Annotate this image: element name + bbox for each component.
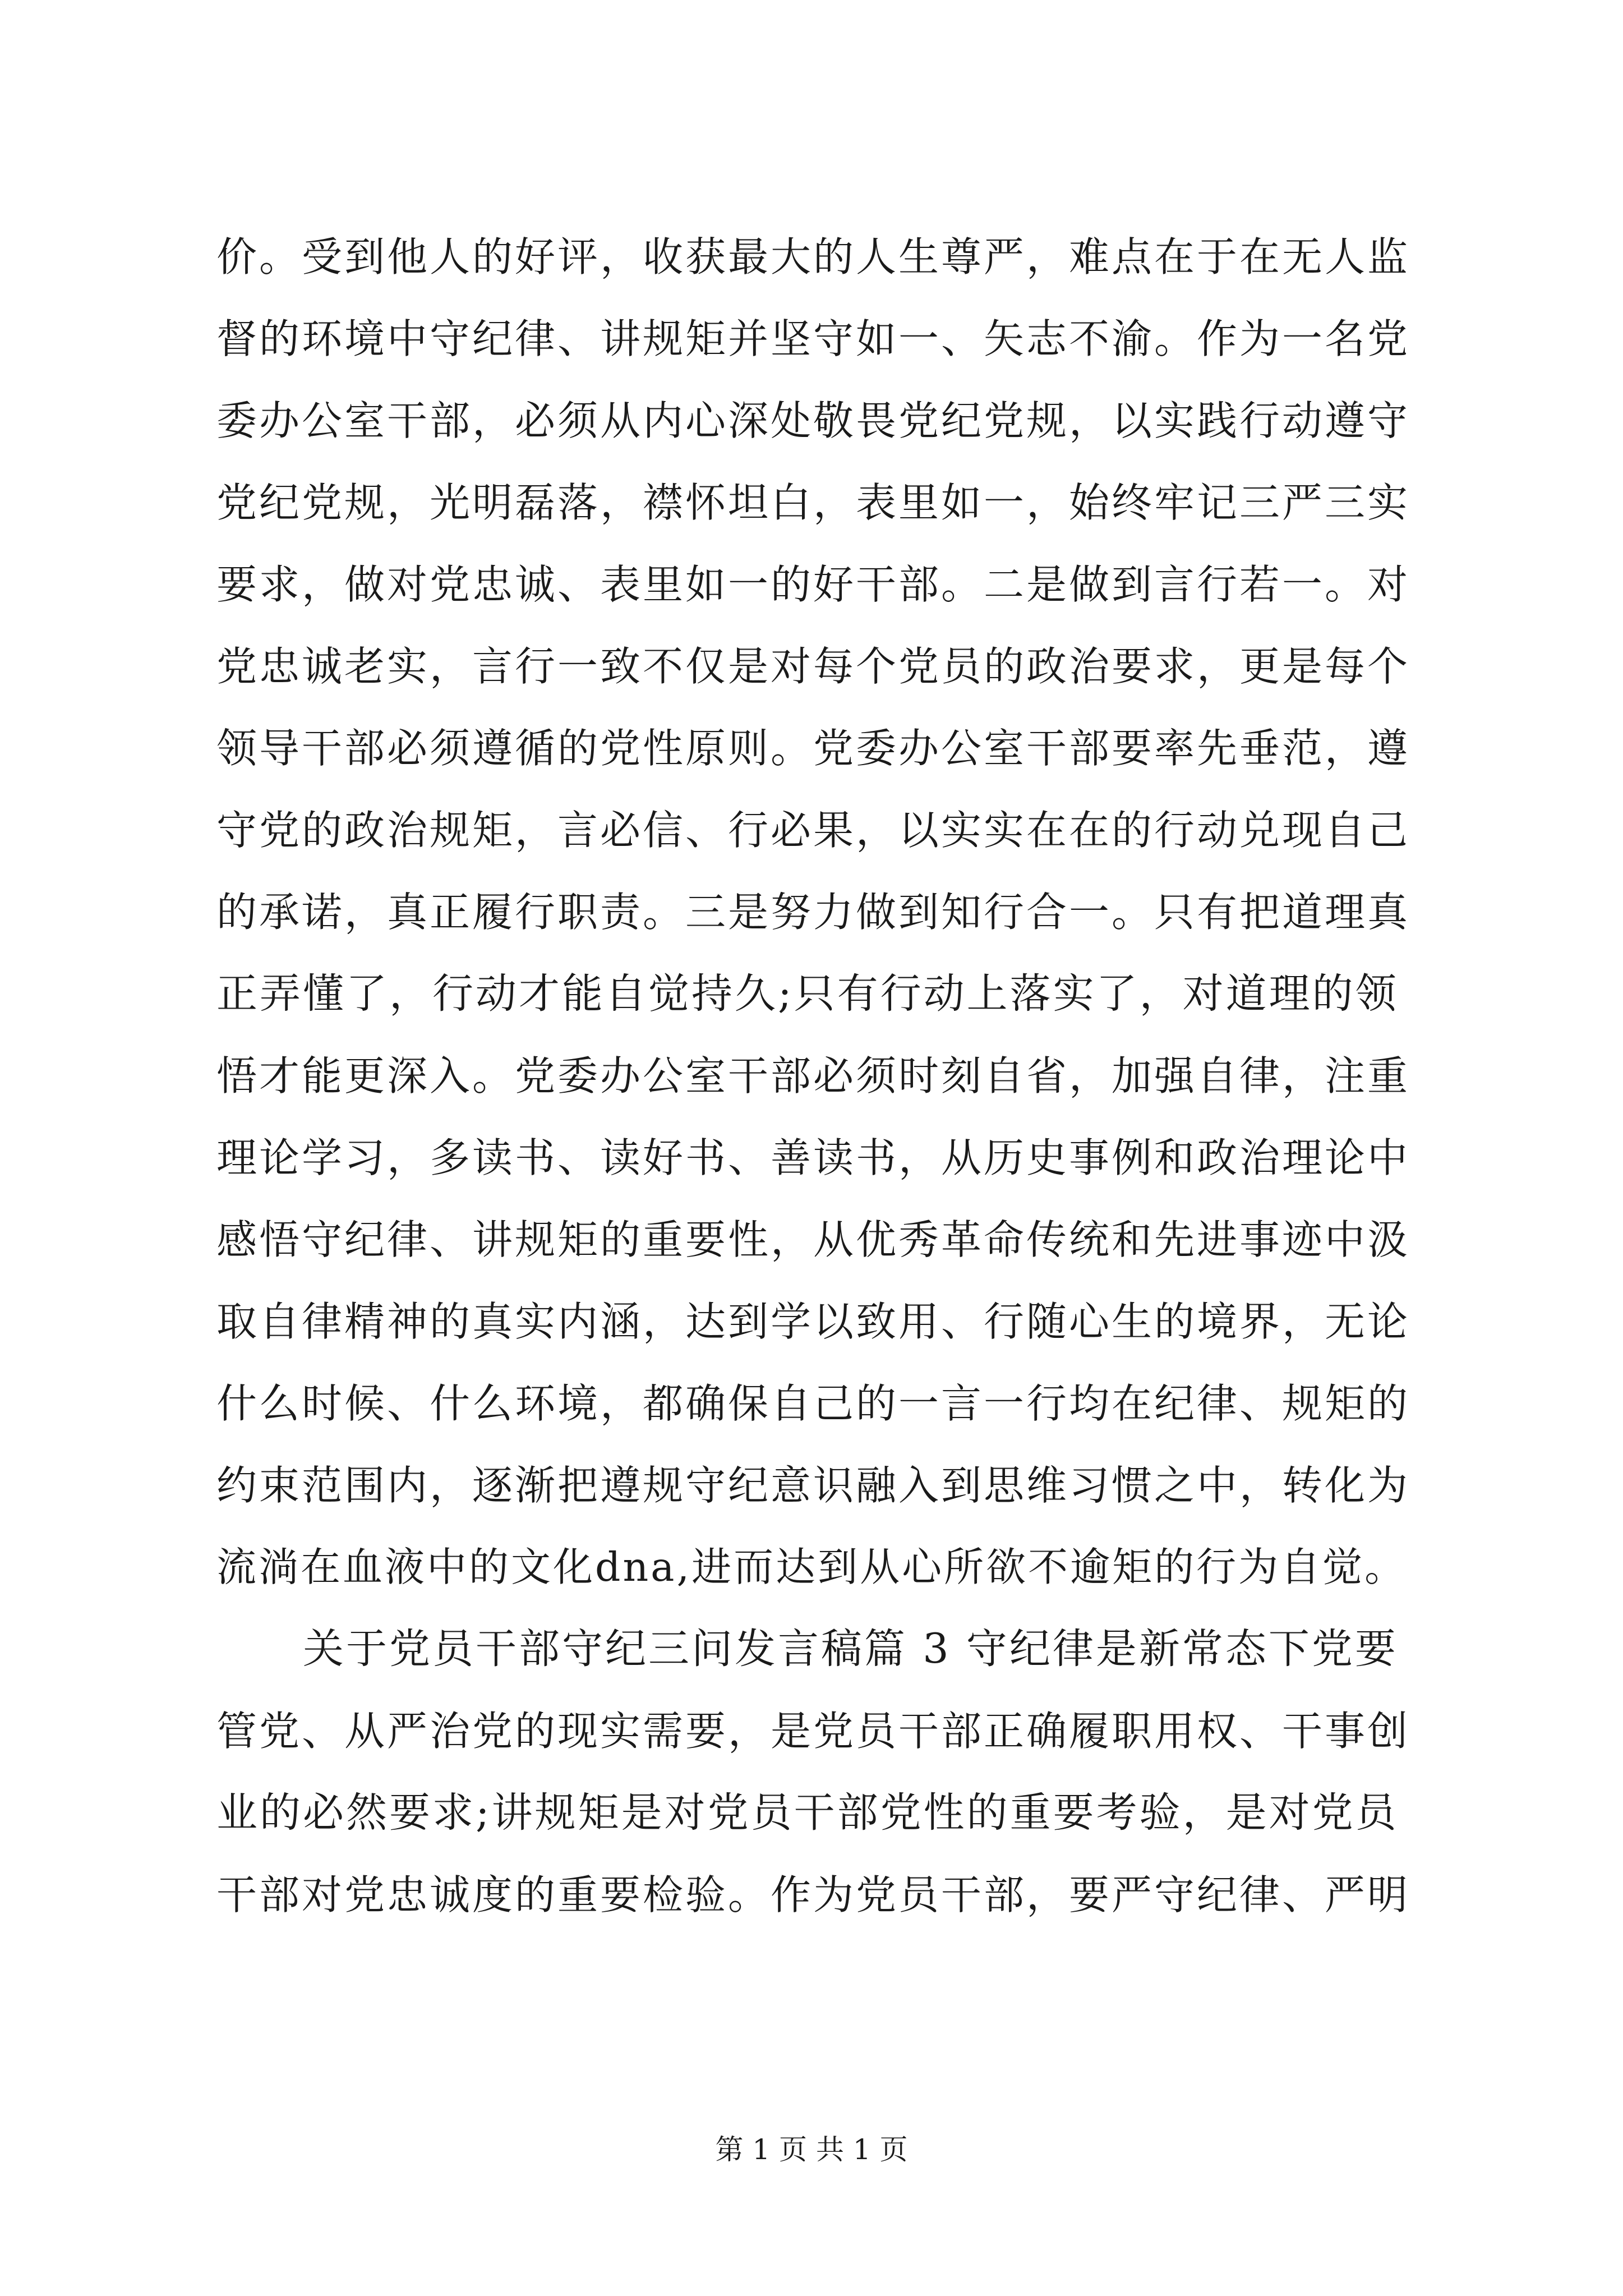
text-line: 什么时候、什么环境，都确保自己的一言一行均在纪律、规矩的 <box>216 1380 1410 1427</box>
text-line: 的承诺，真正履行职责。三是努力做到知行合一。只有把道理真 <box>216 889 1410 936</box>
text-line: 理论学习，多读书、读好书、善读书，从历史事例和政治理论中 <box>216 1134 1410 1181</box>
text-line: 感悟守纪律、讲规矩的重要性，从优秀革命传统和先进事迹中汲 <box>216 1216 1410 1263</box>
text-line: 管党、从严治党的现实需要，是党员干部正确履职用权、干事创 <box>216 1708 1410 1755</box>
text-line: 守党的政治规矩，言必信、行必果，以实实在在的行动兑现自己 <box>216 807 1410 854</box>
text-line: 关于党员干部守纪三问发言稿篇 3 守纪律是新常态下党要 <box>216 1625 1398 1673</box>
text-line: 价。受到他人的好评，收获最大的人生尊严，难点在于在无人监 <box>216 233 1410 280</box>
text-line: 督的环境中守纪律、讲规矩并坚守如一、矢志不渝。作为一名党 <box>216 315 1410 362</box>
text-line: 领导干部必须遵循的党性原则。党委办公室干部要率先垂范，遵 <box>216 725 1410 772</box>
text-line: 委办公室干部，必须从内心深处敬畏党纪党规，以实践行动遵守 <box>216 397 1410 444</box>
text-line: 要求，做对党忠诚、表里如一的好干部。二是做到言行若一。对 <box>216 561 1410 608</box>
text-line: 流淌在血液中的文化dna,进而达到从心所欲不逾矩的行为自觉。 <box>216 1544 1407 1590</box>
text-line: 业的必然要求;讲规矩是对党员干部党性的重要考验，是对党员 <box>216 1789 1399 1837</box>
text-line: 取自律精神的真实内涵，达到学以致用、行随心生的境界，无论 <box>216 1298 1410 1345</box>
text-line: 约束范围内，逐渐把遵规守纪意识融入到思维习惯之中，转化为 <box>216 1462 1410 1509</box>
text-line: 正弄懂了，行动才能自觉持久;只有行动上落实了，对道理的领 <box>216 970 1399 1018</box>
text-line: 党忠诚老实，言行一致不仅是对每个党员的政治要求，更是每个 <box>216 643 1410 690</box>
text-line: 干部对党忠诚度的重要检验。作为党员干部，要严守纪律、严明 <box>216 1871 1410 1918</box>
text-line: 悟才能更深入。党委办公室干部必须时刻自省，加强自律，注重 <box>216 1052 1410 1099</box>
text-line: 党纪党规，光明磊落，襟怀坦白，表里如一，始终牢记三严三实 <box>216 479 1410 526</box>
page-footer: 第 1 页 共 1 页 <box>715 2133 908 2166</box>
